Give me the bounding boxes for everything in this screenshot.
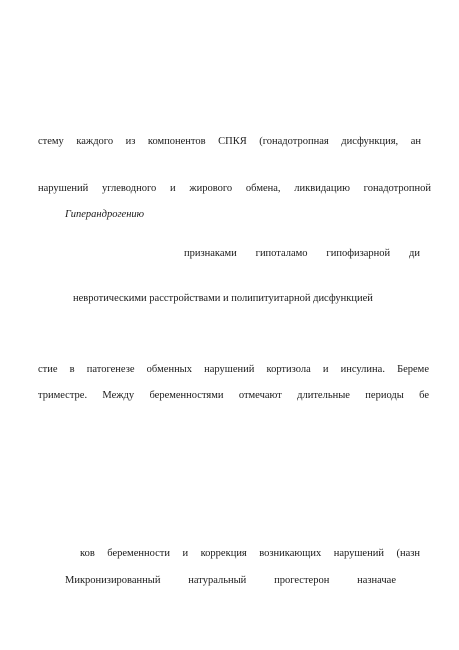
text-line-italic: Гиперандрогению <box>65 209 145 220</box>
text-line: ков беременности и коррекция возникающих нарушений (назн <box>80 548 420 559</box>
text-line: Микронизированный натуральный прогестерон назначае <box>65 575 396 586</box>
text-line: триместре. Между беременностями отмечают длительные периоды бе <box>38 390 429 401</box>
text-line: стие в патогенезе обменных нарушений кортизола и инсулина. Береме <box>38 364 429 375</box>
text-line: стему каждого из компонентов СПКЯ (гонадотропная дисфункция, ан <box>38 136 421 147</box>
text-line: нарушений углеводного и жирового обмена, ликвидацию гонадотропной <box>38 183 431 194</box>
text-line: признаками гипоталамо гипофизарной ди <box>184 248 420 259</box>
text-line: невротическими расстройствами и полипитуитарной дисфункцией <box>73 293 373 304</box>
